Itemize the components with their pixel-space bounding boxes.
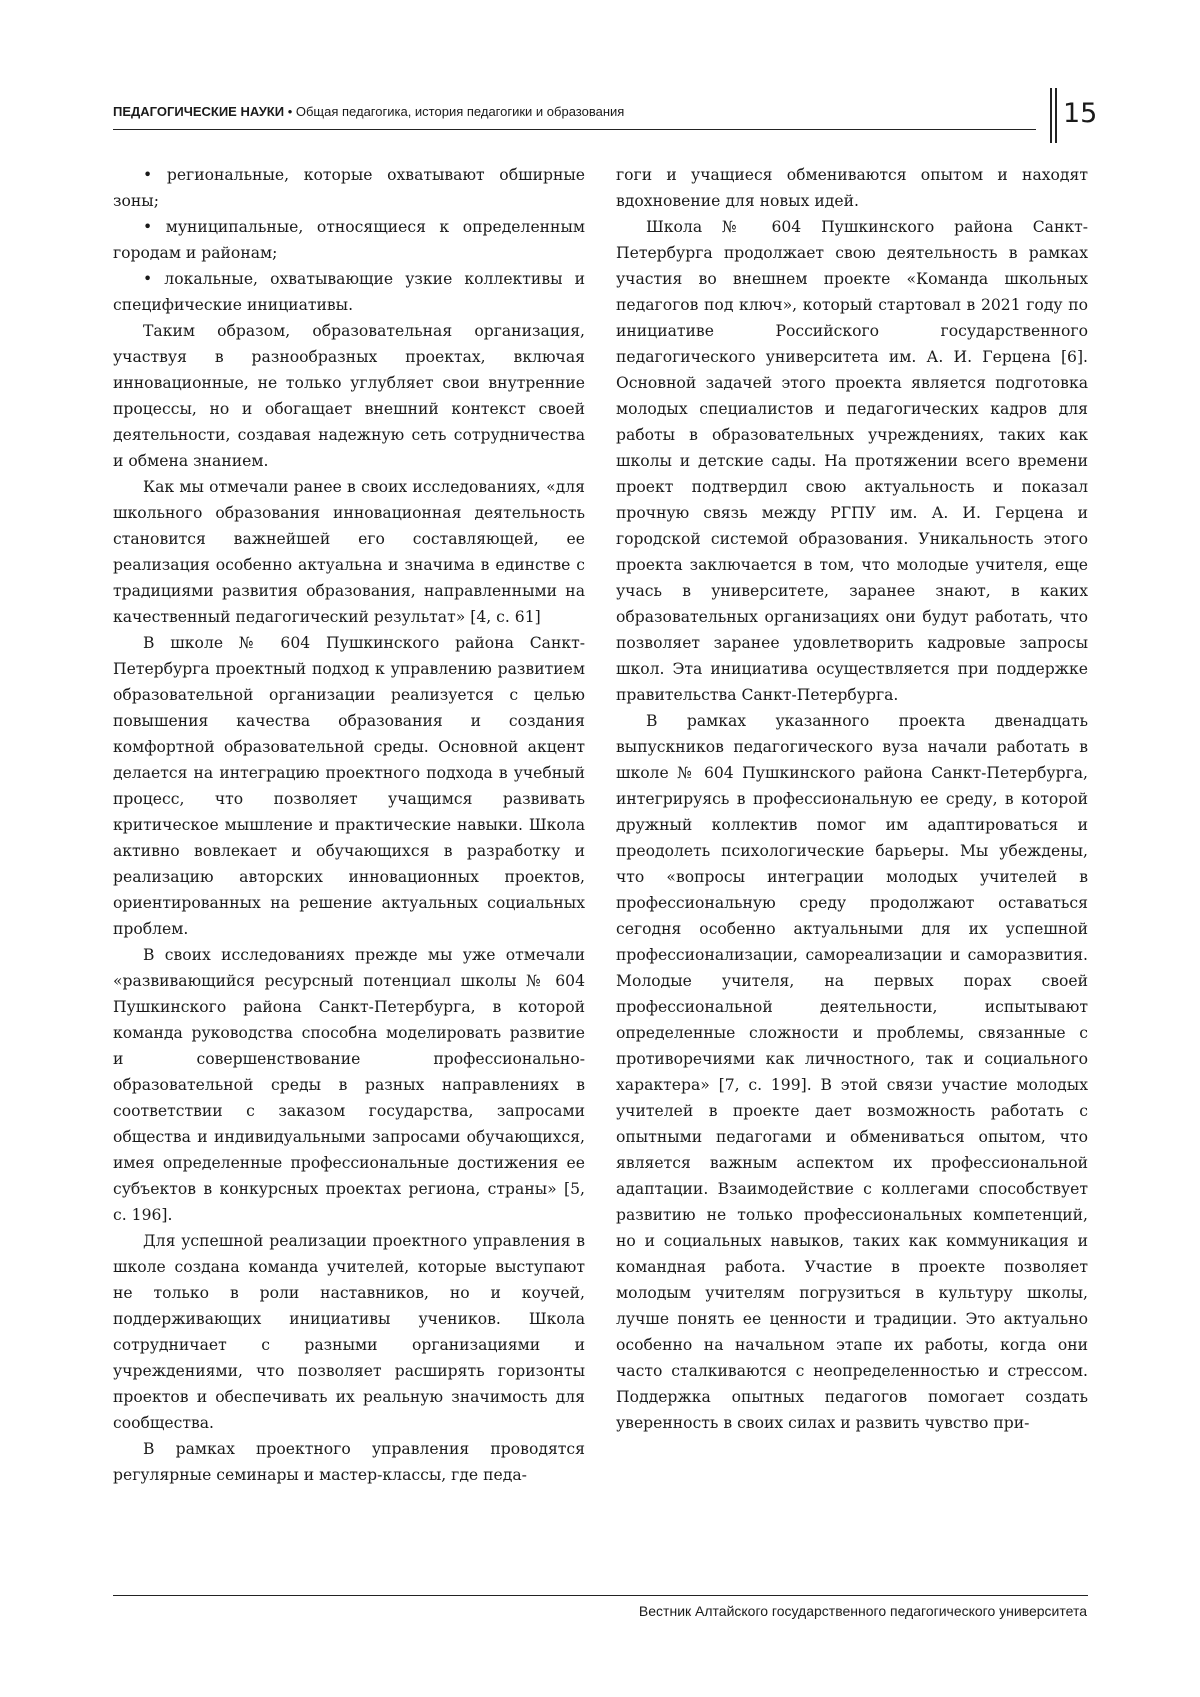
bullet-item-municipal: • муниципальные, относящиеся к определенным городам и районам;	[113, 218, 585, 262]
paragraph: В рамках проектного управления проводятся регулярные семинары и мастер-классы, где педа-	[113, 1440, 585, 1484]
paragraph: В рамках указанного проекта двенадцать выпускников педагогического вуза начали работать в школе № 604 Пушкинского района Санкт-Петербурга, интегрируясь в профессиональную ее среду, в которой дружный коллектив помог им адаптироваться и преодолеть психологические барьеры. Мы убеждены, что «вопросы интеграции молодых учителей в профессиональную среду продолжают оставаться сегодня особенно актуальными для их успешной профессионализации, самореализации и саморазвития. Молодые учителя, на первых порах своей профессиональной деятельности, испытывают определенные сложности и проблемы, связанные с противоречиями как личностного, так и социального характера» [7, с. 199]. В этой связи участие молодых учителей в проекте дает возможность работать с опытными педагогами и обмениваться опытом, что является важным аспектом их профессиональной адаптации. Взаимодействие с коллегами способствует развитию не только профессиональных компетенций, но и социальных навыков, таких как коммуникация и командная работа. Участие в проекте позволяет молодым учителям погрузиться в культуру школы, лучше понять ее ценности и традиции. Это актуально особенно на начальном этапе их работы, когда они часто сталкиваются с неопределенностью и стрессом. Поддержка опытных педагогов помогает создать уверенность в своих силах и развить чувство при-	[616, 712, 1088, 1432]
paragraph: Как мы отмечали ранее в своих исследованиях, «для школьного образования инновационная деятельность становится важнейшей его составляющей, ее реализация особенно актуальна и значима в единстве с традициями развития образования, направленными на качественный педагогический результат» [4, с. 61]	[113, 478, 585, 626]
running-header	[113, 96, 1036, 133]
footer-rule	[113, 1595, 1088, 1596]
header-text	[113, 104, 624, 119]
paragraph: Для успешной реализации проектного управления в школе создана команда учителей, которые выступают не только в роли наставников, но и коучей, поддерживающих инициативы учеников. Школа сотрудничает с разными организациями и учреждениями, что позволяет расширять горизонты проектов и обеспечивать их реальную значимость для сообщества.	[113, 1232, 585, 1432]
paragraph: В школе № 604 Пушкинского района Санкт-Петербурга проектный подход к управлению развитием образовательной организации реализуется с целью повышения качества образования и создания комфортной образовательной среды. Основной акцент делается на интеграцию проектного подхода в учебный процесс, что позволяет учащимся развивать критическое мышление и практические навыки. Школа активно вовлекает и обучающихся в разработку и реализацию авторских инновационных проектов, ориентированных на решение актуальных социальных проблем.	[113, 634, 585, 938]
paragraph: Школа № 604 Пушкинского района Санкт-Петербурга продолжает свою деятельность в рамках участия во внешнем проекте «Команда школьных педагогов под ключ», который стартовал в 2021 году по инициативе Российского государственного педагогического университета им. А. И. Герцена [6]. Основной задачей этого проекта является подготовка молодых специалистов и педагогических кадров для работы в образовательных учреждениях, таких как школы и детские сады. На протяжении всего времени проект подтвердил свою актуальность и показал прочную связь между РГПУ им. А. И. Герцена и городской системой образования. Уникальность этого проекта заключается в том, что молодые учителя, еще учась в университете, заранее знают, в каких образовательных организациях они будут работать, что позволяет заранее удовлетворить кадровые запросы школ. Эта инициатива осуществляется при поддержке правительства Санкт-Петербурга.	[616, 218, 1088, 704]
footer-journal-title: Вестник Алтайского государственного педагогического университета	[638, 1603, 1087, 1619]
header-section: ПЕДАГОГИЧЕСКИЕ НАУКИ	[113, 104, 285, 119]
page-number: 15	[1063, 98, 1098, 129]
paragraph: В своих исследованиях прежде мы уже отмечали «развивающийся ресурсный потенциал школы № 604 Пушкинского района Санкт-Петербурга, в которой команда руководства способна моделировать развитие и совершенствование профессионально-образовательной среды в разных направлениях в соответствии с заказом государства, запросами общества и индивидуальными запросами обучающихся, имея определенные профессиональные достижения ее субъектов в конкурсных проектах региона, страны» [5, с. 196].	[113, 946, 585, 1224]
paragraph-continuation: гоги и учащиеся обмениваются опытом и находят вдохновение для новых идей.	[616, 166, 1088, 210]
header-separator: •	[284, 104, 296, 119]
paragraph: Таким образом, образовательная организация, участвуя в разнообразных проектах, включая инновационные, не только углубляет свои внутренние процессы, но и обогащает внешний контекст своей деятельности, создавая надежную сеть сотрудничества и обмена знанием.	[113, 322, 585, 470]
header-rule	[113, 129, 1036, 130]
bullet-item-regional: • региональные, которые охватывают обширные зоны;	[113, 166, 585, 210]
right-column	[616, 162, 1088, 1436]
page-number-bar-right	[1055, 88, 1057, 143]
page-number-bar-left	[1050, 88, 1052, 143]
header-subsection: Общая педагогика, история педагогики и образования	[295, 104, 625, 119]
left-column	[113, 162, 585, 1488]
bullet-item-local: • локальные, охватывающие узкие коллективы и специфические инициативы.	[113, 270, 585, 314]
